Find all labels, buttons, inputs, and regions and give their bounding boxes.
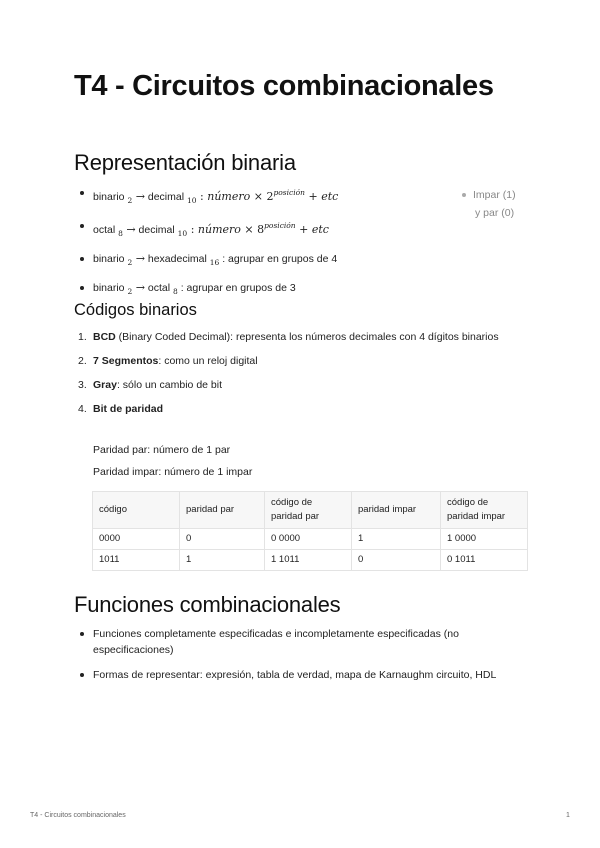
page-number: 1 (566, 812, 570, 819)
item-term: Gray (93, 379, 117, 391)
item-text: : sólo un cambio de bit (116, 379, 222, 391)
math-expression: $_{10}$ : número × $8^{posición}$ + etc (177, 221, 329, 238)
table-header: código de paridad impar (441, 492, 528, 529)
item-text: binario (93, 253, 125, 265)
table-cell: 0 (180, 529, 265, 550)
math-expression: $_2$ → (127, 281, 145, 296)
section-heading-codigos: Códigos binarios (74, 301, 197, 319)
page-title: T4 - Circuitos combinacionales (74, 70, 494, 102)
footer-title: T4 - Circuitos combinacionales (30, 812, 126, 819)
item-term: BCD (93, 331, 116, 343)
math-expression: 8 (172, 287, 178, 296)
list-item (74, 185, 454, 209)
list-item (74, 280, 454, 300)
item-text: (Binary Coded Decimal): representa los números decimales con 4 dígitos binarios (115, 331, 499, 343)
table-header: paridad impar (352, 492, 441, 529)
math-expression: $_{10}$ : número × $2^{posición}$ + etc (186, 188, 339, 205)
table-cell: 1011 (93, 550, 180, 571)
math-expression: $_8$ → (118, 223, 136, 238)
table-cell: 0 0000 (265, 529, 352, 550)
math-expression: 16 (209, 258, 220, 267)
representation-list (74, 185, 454, 300)
table-cell: 1 (352, 529, 441, 550)
table-row (93, 550, 528, 571)
parity-odd-text: Paridad impar: número de 1 impar (93, 466, 253, 478)
table-cell: 0 (352, 550, 441, 571)
list-item (74, 218, 454, 242)
table-cell: 1 1011 (265, 550, 352, 571)
item-text: : agrupar en grupos de 4 (222, 253, 338, 265)
item-text: octal (93, 224, 116, 236)
side-note-line: Impar (1) (473, 189, 516, 201)
table-header: paridad par (180, 492, 265, 529)
side-note-line: y par (0) (475, 207, 515, 219)
item-term: Bit de paridad (93, 403, 164, 415)
list-number: 3. (78, 379, 87, 391)
table-header: código de paridad par (265, 492, 352, 529)
list-number: 2. (78, 355, 87, 367)
math-expression: $_2$ → (127, 252, 145, 267)
side-note (462, 186, 542, 222)
table-cell: 0 1011 (441, 550, 528, 571)
list-item (74, 377, 514, 393)
list-item: Funciones completamente especificadas e incompletamente especificadas (no especificaciones) (74, 626, 514, 658)
codes-list (74, 329, 514, 417)
table-cell: 1 (180, 550, 265, 571)
list-item (74, 353, 514, 369)
functions-list (74, 626, 514, 683)
bullet-icon (462, 193, 466, 197)
item-text: binario (93, 282, 125, 294)
math-expression: $_2$ → (127, 190, 145, 205)
item-term: 7 Segmentos (93, 355, 159, 367)
list-item (74, 401, 514, 417)
section-heading-representacion: Representación binaria (74, 150, 296, 175)
item-text: : como un reloj digital (158, 355, 258, 367)
list-item (74, 251, 454, 271)
parity-even-text: Paridad par: número de 1 par (93, 444, 231, 456)
list-item (74, 329, 514, 345)
item-text: octal (147, 282, 171, 294)
table-cell: 0000 (93, 529, 180, 550)
table-cell: 1 0000 (441, 529, 528, 550)
parity-table (92, 491, 528, 571)
table-row (93, 529, 528, 550)
item-text: binario (93, 191, 125, 203)
item-text: hexadecimal (147, 253, 207, 265)
section-heading-funciones: Funciones combinacionales (74, 592, 341, 617)
table-header-row (93, 492, 528, 529)
list-item: Formas de representar: expresión, tabla de verdad, mapa de Karnaughm circuito, HDL (74, 667, 514, 683)
item-text: : agrupar en grupos de 3 (180, 282, 296, 294)
table-header: código (93, 492, 180, 529)
item-text: decimal (147, 191, 185, 203)
item-text: decimal (138, 224, 175, 236)
list-number: 4. (78, 403, 87, 415)
list-number: 1. (78, 331, 87, 343)
